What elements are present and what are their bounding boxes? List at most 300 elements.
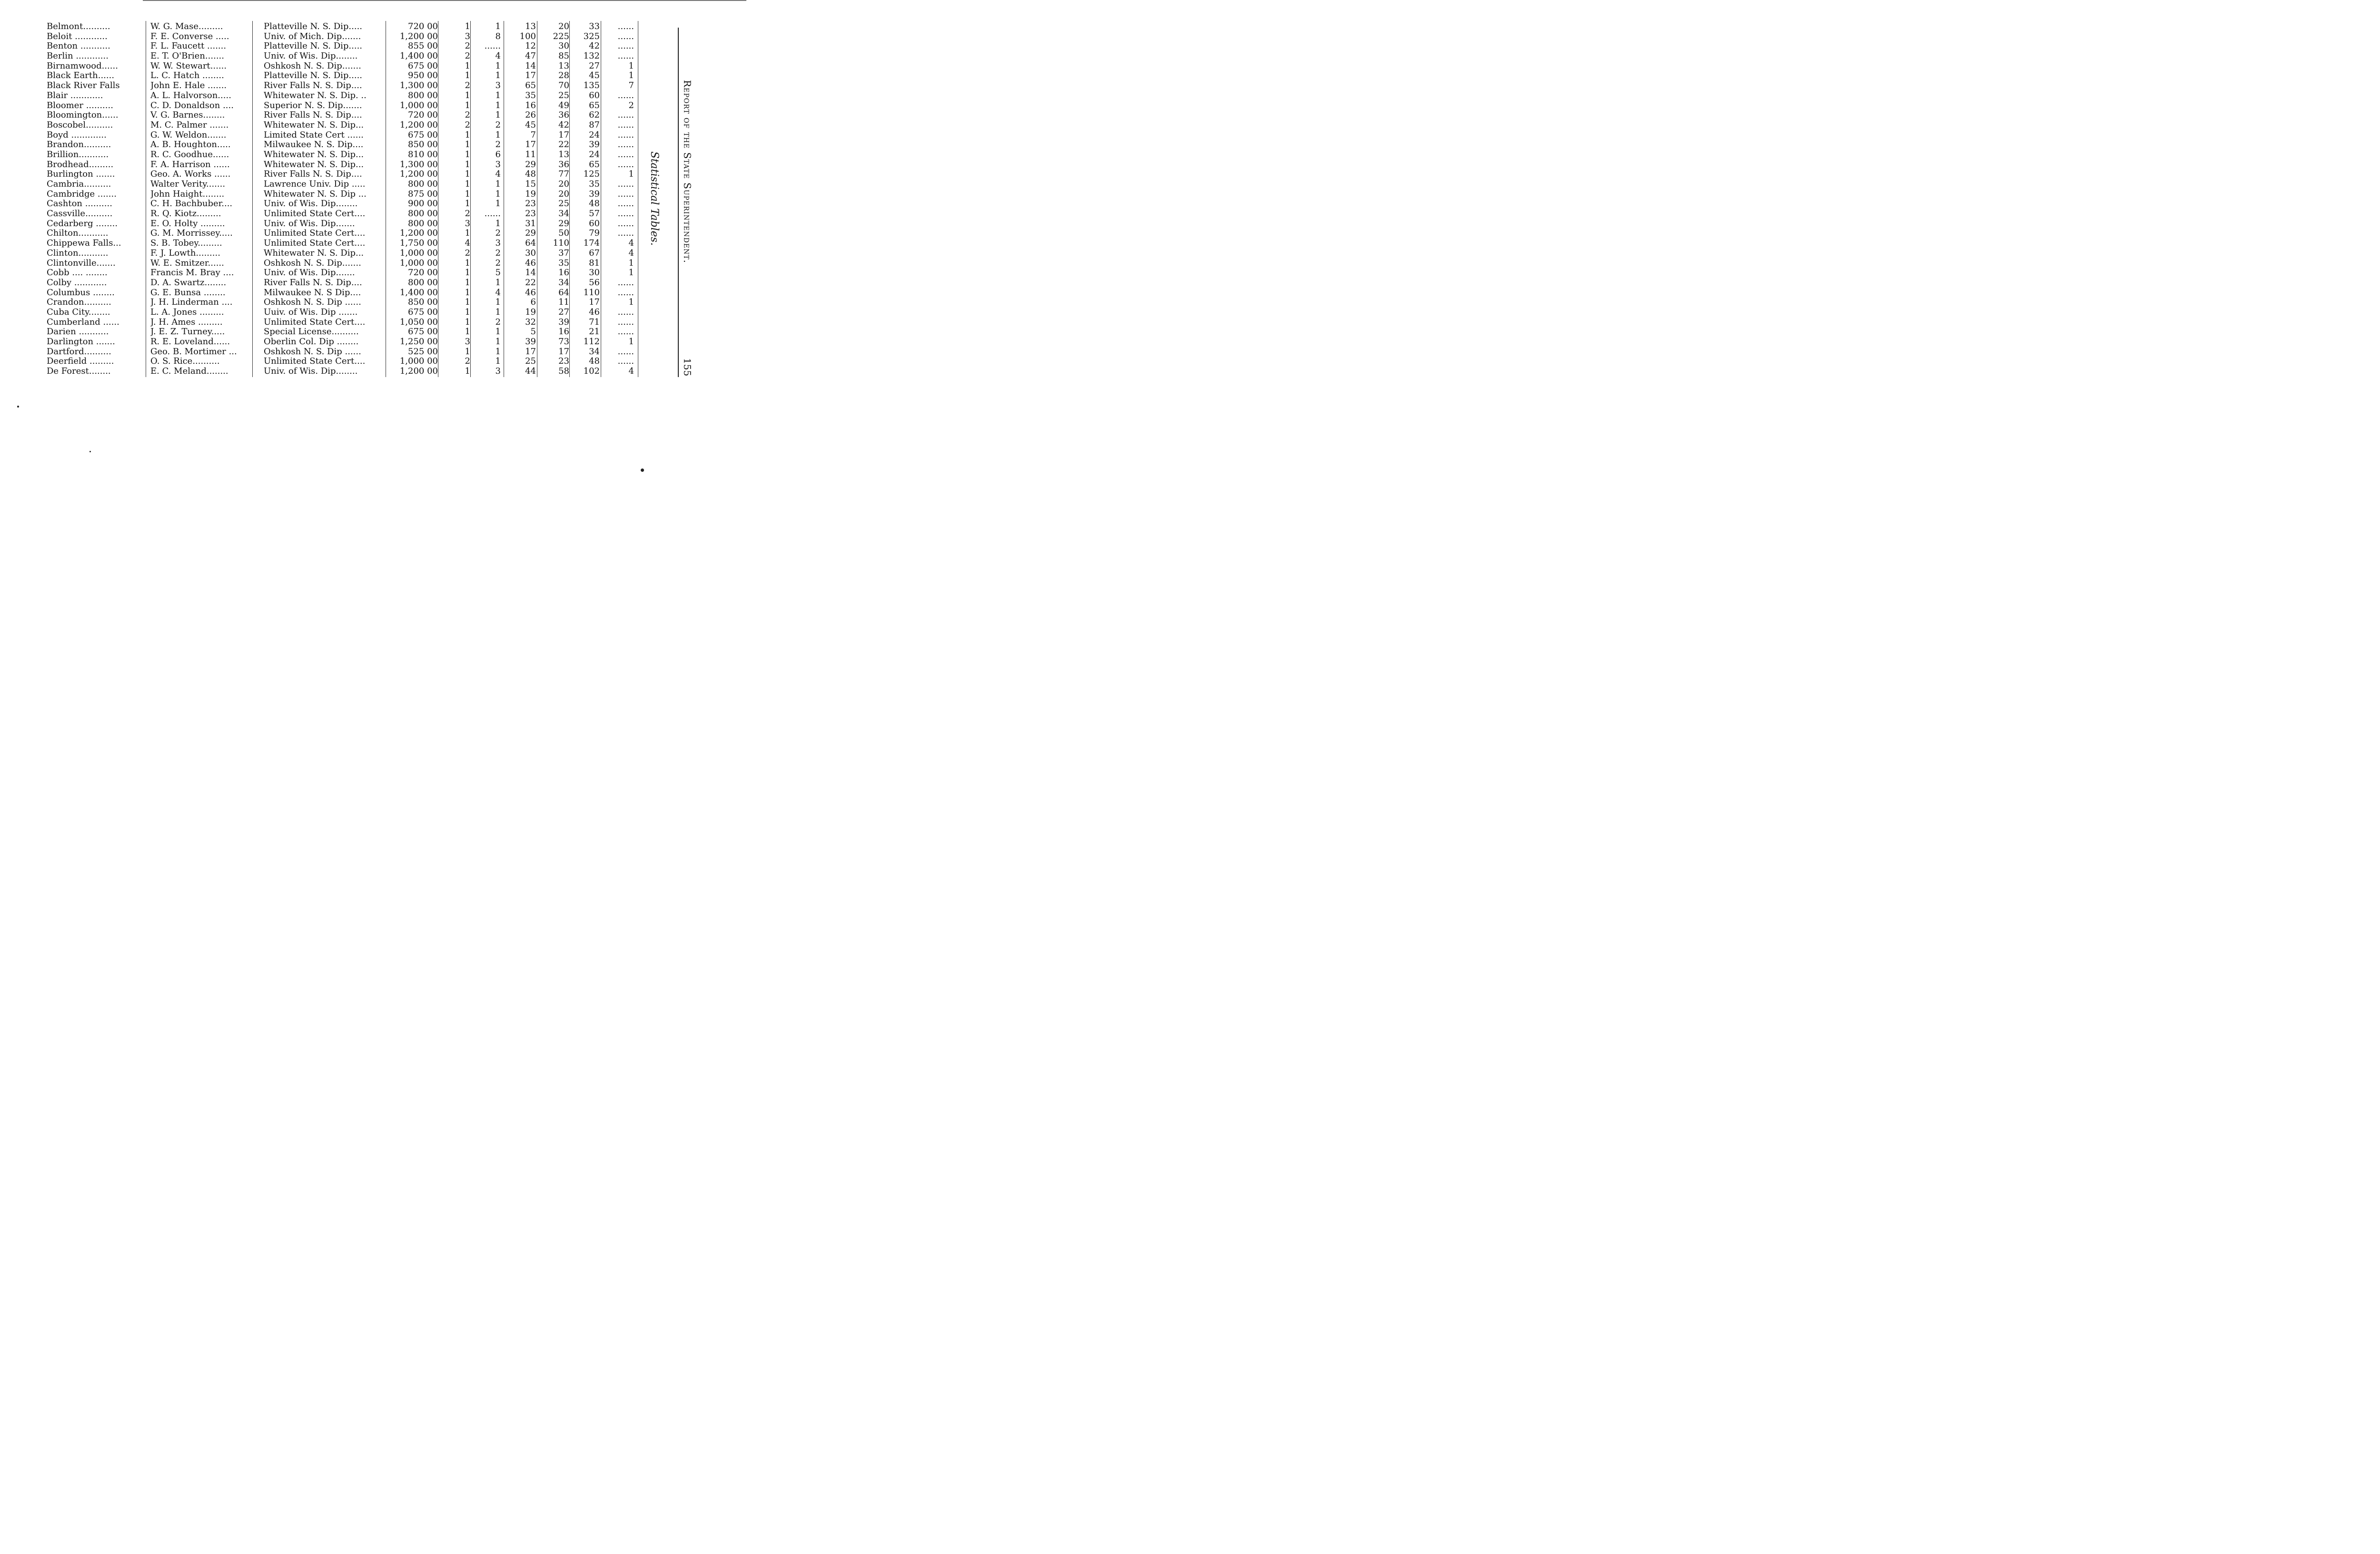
- training: Whitewater N. S. Dip ...: [264, 189, 367, 199]
- col-e: 87: [589, 120, 600, 130]
- col-e: 33: [589, 21, 600, 31]
- salary: 1,000 00: [399, 356, 438, 367]
- town-name: Deerfield .........: [47, 357, 114, 367]
- town-name: Darlington .......: [47, 337, 115, 347]
- col-c: 12: [525, 41, 536, 51]
- principal-name: D. A. Swartz........: [150, 278, 227, 288]
- col-e: 62: [589, 110, 600, 120]
- col-f: ......: [617, 287, 634, 298]
- town-name: Black River Falls: [47, 81, 120, 91]
- col-b: 4: [495, 51, 501, 61]
- salary: 900 00: [408, 199, 438, 209]
- col-b: 2: [495, 228, 501, 239]
- principal-name: G. E. Bunsa ........: [150, 288, 226, 298]
- col-a: 1: [465, 317, 470, 327]
- col-b: 1: [495, 110, 501, 120]
- col-e: 174: [583, 238, 600, 249]
- page-number: 155: [682, 358, 693, 377]
- col-d: 17: [558, 130, 569, 140]
- col-c: 26: [525, 110, 536, 120]
- training: Univ. of Wis. Dip........: [264, 199, 358, 209]
- col-c: 48: [525, 169, 536, 179]
- col-e: 112: [583, 337, 600, 347]
- principal-name: O. S. Rice..........: [150, 357, 220, 367]
- col-e: 67: [589, 248, 600, 258]
- training: Oshkosh N. S. Dip.......: [264, 61, 361, 71]
- col-a: 2: [465, 41, 470, 51]
- col-e: 24: [589, 149, 600, 159]
- col-f: 1: [628, 70, 634, 81]
- col-f: ......: [617, 209, 634, 219]
- col-c: 35: [525, 90, 536, 100]
- principal-name: M. C. Palmer .......: [150, 120, 229, 130]
- principal-name: C. D. Donaldson ....: [150, 100, 234, 110]
- training: Whitewater N. S. Dip. ..: [264, 90, 367, 100]
- col-f: 4: [628, 366, 634, 377]
- col-a: 1: [465, 139, 470, 150]
- col-a: 2: [465, 110, 470, 120]
- training: Unlimited State Cert....: [264, 317, 366, 327]
- training: Univ. of Wis. Dip.......: [264, 268, 355, 278]
- training: Platteville N. S. Dip.....: [264, 41, 363, 51]
- salary: 850 00: [408, 297, 438, 308]
- training: Univ. of Wis. Dip.......: [264, 219, 355, 229]
- col-d: 49: [558, 100, 569, 110]
- col-c: 64: [525, 238, 536, 249]
- col-e: 48: [589, 199, 600, 209]
- col-e: 71: [589, 317, 600, 327]
- principal-name: F. J. Lowth.........: [150, 248, 220, 258]
- col-f: ......: [617, 21, 634, 31]
- col-d: 20: [558, 189, 569, 199]
- principal-name: R. E. Loveland......: [150, 337, 230, 347]
- town-name: Belmont..........: [47, 22, 110, 31]
- principal-name: A. B. Houghton.....: [150, 140, 231, 150]
- col-b: 2: [495, 258, 501, 268]
- col-d: 29: [558, 218, 569, 229]
- col-e: 110: [583, 287, 600, 298]
- col-f: ......: [617, 159, 634, 169]
- town-name: Brodhead.........: [47, 159, 114, 169]
- salary: 810 00: [408, 149, 438, 159]
- col-a: 2: [465, 51, 470, 61]
- col-d: 16: [558, 327, 569, 337]
- town-name: Clintonville.......: [47, 258, 116, 268]
- col-c: 65: [525, 80, 536, 91]
- training: River Falls N. S. Dip....: [264, 110, 362, 120]
- col-b: 1: [495, 356, 501, 367]
- col-e: 35: [589, 179, 600, 189]
- col-a: 3: [465, 31, 470, 41]
- principal-name: J. E. Z. Turney.....: [150, 327, 225, 337]
- training: Unlimited State Cert....: [264, 239, 366, 249]
- col-d: 11: [558, 297, 569, 308]
- col-e: 24: [589, 130, 600, 140]
- training: Univ. of Wis. Dip........: [264, 367, 358, 377]
- speck: [641, 468, 644, 472]
- training: Uuiv. of Wis. Dip .......: [264, 307, 358, 317]
- col-b: 2: [495, 317, 501, 327]
- col-d: 13: [558, 60, 569, 71]
- col-d: 20: [558, 21, 569, 31]
- training: Whitewater N. S. Dip...: [264, 149, 364, 159]
- salary: 800 00: [408, 179, 438, 189]
- salary: 800 00: [408, 90, 438, 100]
- town-name: Bloomer ..........: [47, 100, 113, 110]
- col-b: 1: [495, 130, 501, 140]
- principal-name: Geo. B. Mortimer ...: [150, 347, 237, 357]
- principal-name: W. W. Stewart......: [150, 61, 227, 71]
- principal-name: L. A. Jones .........: [150, 307, 224, 317]
- training: Milwaukee N. S. Dip....: [264, 140, 364, 150]
- col-d: 39: [558, 317, 569, 327]
- col-f: 1: [628, 268, 634, 278]
- training: Lawrence Univ. Dip .....: [264, 179, 366, 189]
- training: Platteville N. S. Dip.....: [264, 22, 363, 31]
- training: Platteville N. S. Dip.....: [264, 71, 363, 81]
- col-b: 3: [495, 366, 501, 377]
- salary: 720 00: [408, 110, 438, 120]
- town-name: Beloit ............: [47, 31, 108, 41]
- col-d: 17: [558, 346, 569, 357]
- page-subtitle: Statistical Tables.: [648, 151, 660, 246]
- principal-name: Francis M. Bray ....: [150, 268, 234, 278]
- col-c: 44: [525, 366, 536, 377]
- town-name: Birnamwood......: [47, 61, 118, 71]
- col-f: ......: [617, 228, 634, 239]
- col-e: 60: [589, 90, 600, 100]
- col-e: 17: [589, 297, 600, 308]
- training: Whitewater N. S. Dip...: [264, 120, 364, 130]
- col-f: ......: [617, 317, 634, 327]
- col-c: 19: [525, 307, 536, 317]
- col-d: 25: [558, 90, 569, 100]
- speck: [89, 451, 91, 452]
- col-e: 48: [589, 356, 600, 367]
- col-c: 5: [530, 327, 536, 337]
- col-f: ......: [617, 41, 634, 51]
- principal-name: L. C. Hatch ........: [150, 71, 224, 81]
- salary: 1,400 00: [399, 287, 438, 298]
- col-c: 11: [525, 149, 536, 159]
- salary: 675 00: [408, 130, 438, 140]
- col-c: 30: [525, 248, 536, 258]
- town-name: Cuba City........: [47, 307, 110, 317]
- town-name: Chilton...........: [47, 229, 109, 239]
- col-f: ......: [617, 31, 634, 41]
- col-d: 50: [558, 228, 569, 239]
- training: Whitewater N. S. Dip...: [264, 248, 364, 258]
- col-e: 45: [589, 70, 600, 81]
- col-a: 1: [465, 189, 470, 199]
- training: Superior N. S. Dip.......: [264, 100, 362, 110]
- col-a: 2: [465, 80, 470, 91]
- salary: 675 00: [408, 307, 438, 317]
- col-a: 1: [465, 366, 470, 377]
- col-e: 27: [589, 60, 600, 71]
- col-f: ......: [617, 149, 634, 159]
- salary: 1,000 00: [399, 100, 438, 110]
- salary: 1,300 00: [399, 159, 438, 169]
- salary: 800 00: [408, 209, 438, 219]
- col-a: 1: [465, 307, 470, 317]
- col-a: 1: [465, 169, 470, 179]
- col-b: 1: [495, 307, 501, 317]
- principal-name: John Haight........: [150, 189, 225, 199]
- col-d: 36: [558, 159, 569, 169]
- salary: 1,200 00: [399, 169, 438, 179]
- col-b: ......: [484, 209, 501, 219]
- col-a: 1: [465, 70, 470, 81]
- col-a: 1: [465, 21, 470, 31]
- col-b: 1: [495, 21, 501, 31]
- col-b: 8: [495, 31, 501, 41]
- col-f: ......: [617, 139, 634, 150]
- col-b: 1: [495, 277, 501, 288]
- col-c: 100: [519, 31, 536, 41]
- salary: 675 00: [408, 327, 438, 337]
- salary: 1,200 00: [399, 228, 438, 239]
- col-f: ......: [617, 120, 634, 130]
- col-c: 39: [525, 337, 536, 347]
- col-b: 1: [495, 327, 501, 337]
- col-a: 1: [465, 199, 470, 209]
- col-e: 132: [583, 51, 600, 61]
- col-a: 1: [465, 159, 470, 169]
- principal-name: F. L. Faucett .......: [150, 41, 227, 51]
- col-e: 30: [589, 268, 600, 278]
- col-f: ......: [617, 179, 634, 189]
- col-e: 21: [589, 327, 600, 337]
- col-d: 27: [558, 307, 569, 317]
- col-a: 2: [465, 120, 470, 130]
- col-e: 39: [589, 139, 600, 150]
- salary: 1,050 00: [399, 317, 438, 327]
- col-e: 39: [589, 189, 600, 199]
- col-f: ......: [617, 110, 634, 120]
- training: Special License..........: [264, 327, 359, 337]
- salary: 1,000 00: [399, 258, 438, 268]
- col-b: 2: [495, 248, 501, 258]
- top-rule: [143, 0, 746, 1]
- col-c: 14: [525, 60, 536, 71]
- col-f: 4: [628, 238, 634, 249]
- salary: 1,200 00: [399, 120, 438, 130]
- col-d: 30: [558, 41, 569, 51]
- training: Oshkosh N. S. Dip ......: [264, 298, 361, 308]
- col-d: 110: [553, 238, 569, 249]
- col-b: 4: [495, 287, 501, 298]
- town-name: Black Earth......: [47, 71, 115, 81]
- col-d: 34: [558, 277, 569, 288]
- town-name: Blair ............: [47, 90, 103, 100]
- col-b: 6: [495, 149, 501, 159]
- salary: 950 00: [408, 70, 438, 81]
- col-f: 2: [628, 100, 634, 110]
- salary: 675 00: [408, 60, 438, 71]
- col-b: 1: [495, 297, 501, 308]
- town-name: Cedarberg ........: [47, 219, 118, 229]
- town-name: Cambridge .......: [47, 189, 117, 199]
- principal-name: Geo. A. Works ......: [150, 169, 231, 179]
- col-a: 2: [465, 356, 470, 367]
- col-f: 1: [628, 169, 634, 179]
- town-name: Columbus ........: [47, 288, 115, 298]
- col-a: 3: [465, 218, 470, 229]
- col-b: ......: [484, 41, 501, 51]
- principal-name: E. C. Meland........: [150, 367, 228, 377]
- col-e: 56: [589, 277, 600, 288]
- col-a: 1: [465, 179, 470, 189]
- principal-name: V. G. Barnes........: [150, 110, 225, 120]
- col-e: 65: [589, 100, 600, 110]
- salary: 875 00: [408, 189, 438, 199]
- col-b: 5: [495, 268, 501, 278]
- col-b: 3: [495, 80, 501, 91]
- col-c: 19: [525, 189, 536, 199]
- col-f: ......: [617, 356, 634, 367]
- col-a: 1: [465, 149, 470, 159]
- town-name: Chippewa Falls...: [47, 239, 121, 249]
- col-a: 1: [465, 100, 470, 110]
- town-name: Darien ...........: [47, 327, 109, 337]
- col-b: 1: [495, 337, 501, 347]
- principal-name: E. O. Holty .........: [150, 219, 225, 229]
- col-c: 25: [525, 356, 536, 367]
- col-a: 1: [465, 90, 470, 100]
- col-c: 17: [525, 139, 536, 150]
- training: River Falls N. S. Dip....: [264, 278, 362, 288]
- col-f: 1: [628, 60, 634, 71]
- col-a: 1: [465, 287, 470, 298]
- col-c: 46: [525, 287, 536, 298]
- town-name: Dartford..........: [47, 347, 111, 357]
- training: Oshkosh N. S. Dip.......: [264, 258, 361, 268]
- col-d: 73: [558, 337, 569, 347]
- town-name: Colby ............: [47, 278, 107, 288]
- col-a: 1: [465, 60, 470, 71]
- col-b: 1: [495, 199, 501, 209]
- town-name: Cambria..........: [47, 179, 111, 189]
- col-e: 65: [589, 159, 600, 169]
- town-name: Cassville..........: [47, 209, 113, 219]
- col-c: 6: [530, 297, 536, 308]
- col-f: 1: [628, 297, 634, 308]
- salary: 800 00: [408, 277, 438, 288]
- col-a: 1: [465, 130, 470, 140]
- col-e: 42: [589, 41, 600, 51]
- column-rule: [470, 21, 471, 377]
- town-name: Boyd .............: [47, 130, 107, 140]
- salary: 1,200 00: [399, 366, 438, 377]
- salary: 1,750 00: [399, 238, 438, 249]
- col-e: 34: [589, 346, 600, 357]
- col-c: 16: [525, 100, 536, 110]
- town-name: Crandon..........: [47, 298, 111, 308]
- town-name: Cumberland ......: [47, 317, 119, 327]
- col-d: 77: [558, 169, 569, 179]
- col-b: 4: [495, 169, 501, 179]
- col-e: 125: [583, 169, 600, 179]
- speck: [17, 406, 19, 408]
- col-d: 22: [558, 139, 569, 150]
- col-c: 46: [525, 258, 536, 268]
- salary: 1,250 00: [399, 337, 438, 347]
- col-e: 102: [583, 366, 600, 377]
- town-name: Benton ...........: [47, 41, 110, 51]
- col-a: 1: [465, 268, 470, 278]
- col-f: ......: [617, 90, 634, 100]
- col-f: ......: [617, 277, 634, 288]
- col-f: ......: [617, 346, 634, 357]
- header-rule: [678, 28, 679, 377]
- town-name: Bloomington......: [47, 110, 119, 120]
- col-f: 4: [628, 248, 634, 258]
- col-d: 20: [558, 179, 569, 189]
- salary: 800 00: [408, 218, 438, 229]
- col-b: 1: [495, 60, 501, 71]
- training: Limited State Cert ......: [264, 130, 364, 140]
- col-e: 60: [589, 218, 600, 229]
- col-b: 2: [495, 120, 501, 130]
- col-e: 57: [589, 209, 600, 219]
- col-f: ......: [617, 327, 634, 337]
- principal-name: R. C. Goodhue......: [150, 149, 229, 159]
- col-d: 16: [558, 268, 569, 278]
- col-c: 22: [525, 277, 536, 288]
- principal-name: J. H. Ames .........: [150, 317, 223, 327]
- col-d: 85: [558, 51, 569, 61]
- principal-name: R. Q. Kiotz.........: [150, 209, 221, 219]
- col-f: ......: [617, 51, 634, 61]
- col-c: 13: [525, 21, 536, 31]
- col-e: 81: [589, 258, 600, 268]
- col-f: ......: [617, 189, 634, 199]
- principal-name: W. G. Mase.........: [150, 22, 223, 31]
- col-b: 1: [495, 179, 501, 189]
- salary: 1,000 00: [399, 248, 438, 258]
- principal-name: G. M. Morrissey.....: [150, 229, 233, 239]
- col-b: 2: [495, 139, 501, 150]
- col-c: 23: [525, 199, 536, 209]
- col-b: 1: [495, 346, 501, 357]
- town-name: De Forest........: [47, 367, 111, 377]
- col-b: 3: [495, 159, 501, 169]
- col-f: 7: [628, 80, 634, 91]
- col-a: 1: [465, 346, 470, 357]
- col-e: 79: [589, 228, 600, 239]
- col-c: 29: [525, 159, 536, 169]
- principal-name: W. E. Smitzer......: [150, 258, 224, 268]
- principal-name: G. W. Weldon.......: [150, 130, 227, 140]
- col-d: 42: [558, 120, 569, 130]
- col-d: 13: [558, 149, 569, 159]
- col-d: 70: [558, 80, 569, 91]
- salary: 1,200 00: [399, 31, 438, 41]
- col-d: 36: [558, 110, 569, 120]
- training: Whitewater N. S. Dip...: [264, 159, 364, 169]
- col-b: 1: [495, 90, 501, 100]
- principal-name: J. H. Linderman ....: [150, 298, 233, 308]
- col-e: 135: [583, 80, 600, 91]
- training: River Falls N. S. Dip....: [264, 81, 362, 91]
- training: Univ. of Mich. Dip.......: [264, 31, 361, 41]
- col-f: ......: [617, 199, 634, 209]
- training: Unlimited State Cert....: [264, 229, 366, 239]
- training: River Falls N. S. Dip....: [264, 169, 362, 179]
- col-d: 23: [558, 356, 569, 367]
- col-d: 225: [553, 31, 569, 41]
